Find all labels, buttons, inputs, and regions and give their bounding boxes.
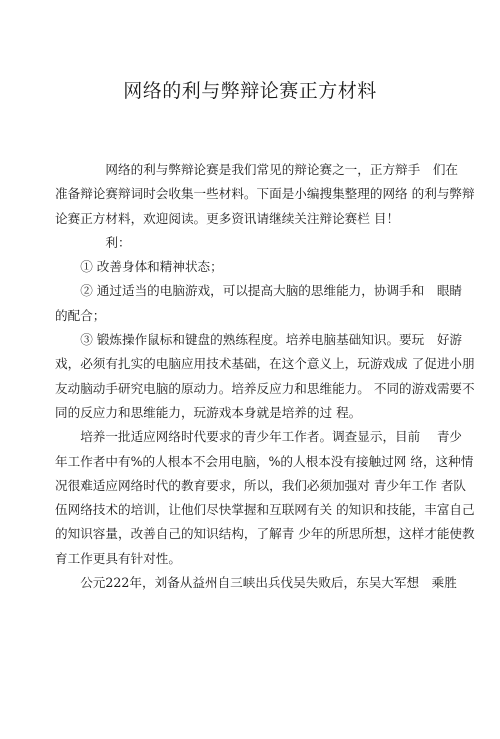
text-line: 论赛正方材料，欢迎阅读。更多资讯请继续关注辩论赛栏 目！ [55,210,400,226]
text-line: 年工作者中有%的人根本不会用电脑，%的人根本没有接触过网 络，这种情 [55,453,474,469]
text-line: 的配合； [55,307,106,323]
text-line: 伍网络技术的培训，让他们尽快掌握和互联网有关 的知识和技能，丰富自己 [55,502,475,518]
text-line: ② 通过适当的电脑游戏，可以提高大脑的思维能力，协调手和 眼睛 [55,283,463,299]
text-line: 利： [55,234,131,250]
document-title: 网络的利与弊辩论赛正方材料 [123,80,377,102]
text-line: 况很难适应网络时代的教育要求，所以，我们必须加强对 青少年工作 者队 [55,477,467,493]
text-line: 公元222年，刘备从益州自三峡出兵伐吴失败后，东吴大军想 乘胜 [55,575,457,591]
text-line: 同的反应力和思维能力，玩游戏本身就是培养的过 程。 [55,404,362,420]
text-line: 准备辩论赛辩词时会收集一些材料。下面是小编搜集整理的网络 的利与弊辩 [55,186,475,202]
text-line: 的知识容量，改善自己的知识结构，了解青 少年的所思所想，这样才能使教 [55,526,475,542]
text-line: 友动脑动手研究电脑的原动力。培养反应力和思维能力。 不同的游戏需要不 [55,380,475,396]
text-line: ① 改善身体和精神状态； [55,259,223,275]
document-body [55,158,475,595]
text-line: ③ 锻炼操作鼠标和键盘的熟练程度。培养电脑基础知识。要玩 好游 [55,332,463,348]
text-line: 培养一批适应网络时代要求的青少年工作者。调查显示，目前 青少 [55,429,463,445]
text-line: 网络的利与弊辩论赛是我们常见的辩论赛之一，正方辩手 们在 [55,162,458,177]
text-line: 戏，必须有扎实的电脑应用技术基础，在这个意义上，玩游戏成 了促进小朋 [55,356,475,372]
text-line: 育工作更具有针对性。 [55,550,181,566]
